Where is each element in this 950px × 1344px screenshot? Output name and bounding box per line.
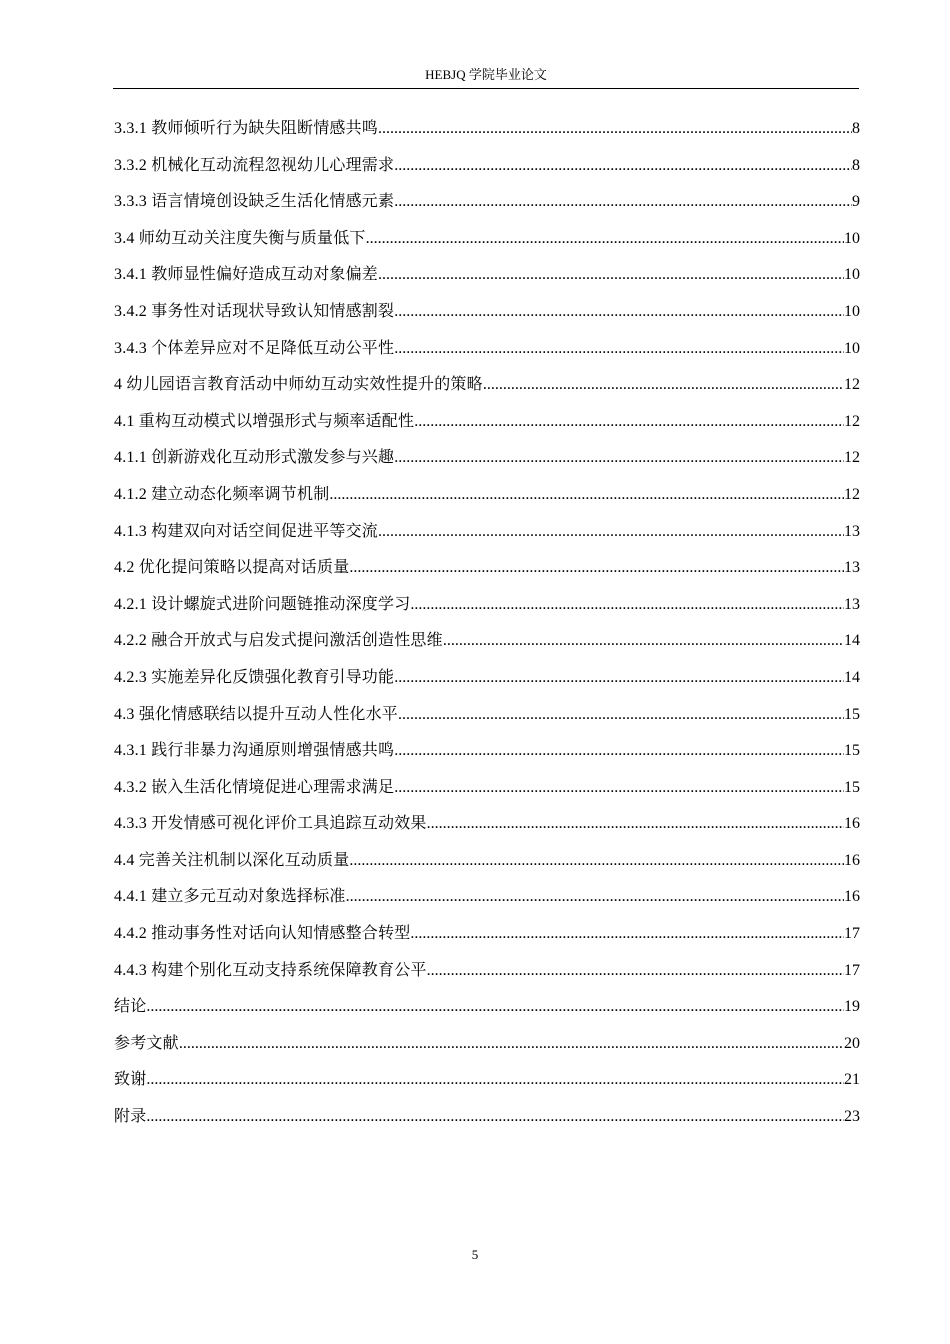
- toc-entry-page: 15: [844, 705, 860, 723]
- toc-entry-title: 4 幼儿园语言教育活动中师幼互动实效性提升的策略: [114, 376, 483, 394]
- toc-entry-title: 致谢: [114, 1071, 147, 1089]
- toc-entry-page: 14: [844, 632, 860, 650]
- toc-dot-leader: [146, 1062, 844, 1099]
- toc-entry[interactable]: [114, 770, 860, 807]
- toc-dot-leader: [394, 660, 844, 697]
- toc-entry-title: 3.4.2 事务性对话现状导致认知情感割裂: [114, 302, 395, 320]
- toc-dot-leader: [394, 440, 844, 477]
- toc-entry-title: 3.4.3 个体差异应对不足降低互动公平性: [114, 339, 395, 357]
- toc-entry-page: 9: [852, 193, 860, 211]
- toc-entry-title: 4.1.2 建立动态化频率调节机制: [114, 485, 330, 503]
- toc-dot-leader: [378, 257, 844, 294]
- toc-entry[interactable]: [114, 1026, 860, 1063]
- toc-dot-leader: [146, 1099, 844, 1136]
- toc-entry-page: 8: [852, 120, 860, 137]
- toc-entry-page: 10: [844, 339, 860, 357]
- toc-entry[interactable]: [114, 660, 860, 697]
- toc-entry-title: 4.4.2 推动事务性对话向认知情感整合转型: [114, 925, 411, 943]
- toc-entry-page: 17: [844, 925, 860, 943]
- toc-dot-leader: [146, 989, 844, 1026]
- toc-dot-leader: [394, 331, 844, 368]
- toc-entry[interactable]: [114, 440, 860, 477]
- toc-entry-page: 12: [844, 412, 860, 430]
- toc-entry-title: 4.2.2 融合开放式与启发式提问激活创造性思维: [114, 632, 443, 650]
- header-title: HEBJQ 学院毕业论文: [425, 67, 547, 82]
- toc-dot-leader: [410, 916, 844, 953]
- toc-entry-page: 10: [844, 266, 860, 284]
- toc-entry-page: 16: [844, 815, 860, 833]
- toc-entry-page: 13: [844, 595, 860, 613]
- toc-dot-leader: [394, 294, 844, 331]
- toc-entry-title: 4.1.3 构建双向对话空间促进平等交流: [114, 522, 379, 540]
- toc-dot-leader: [394, 733, 844, 770]
- toc-entry-title: 4.1 重构互动模式以增强形式与频率适配性: [114, 412, 415, 430]
- page-number: 5: [471, 1247, 479, 1262]
- toc-entry-title: 4.3.3 开发情感可视化评价工具追踪互动效果: [114, 815, 427, 833]
- toc-entry[interactable]: [114, 989, 860, 1026]
- toc-entry-title: 参考文献: [114, 1034, 179, 1052]
- toc-dot-leader: [427, 953, 844, 990]
- page-header: [113, 64, 859, 89]
- toc-entry-page: 13: [844, 522, 860, 540]
- toc-dot-leader: [349, 843, 844, 880]
- toc-entry[interactable]: [114, 1099, 860, 1136]
- toc-entry[interactable]: [114, 294, 860, 331]
- toc-dot-leader: [346, 879, 844, 916]
- toc-entry[interactable]: [114, 587, 860, 624]
- toc-entry-page: 12: [844, 376, 860, 394]
- toc-entry[interactable]: [114, 257, 860, 294]
- toc-entry[interactable]: [114, 843, 860, 880]
- toc-dot-leader: [398, 697, 844, 734]
- toc-entry-page: 13: [844, 559, 860, 577]
- toc-entry[interactable]: [114, 916, 860, 953]
- toc-entry[interactable]: [114, 806, 860, 843]
- toc-entry-title: 3.4.1 教师显性偏好造成互动对象偏差: [114, 266, 379, 284]
- toc-entry-page: 16: [844, 888, 860, 906]
- toc-entry-title: 4.1.1 创新游戏化互动形式激发参与兴趣: [114, 449, 395, 467]
- toc-entry-page: 14: [844, 668, 860, 686]
- toc-dot-leader: [410, 587, 844, 624]
- toc-entry[interactable]: [114, 879, 860, 916]
- toc-entry-page: 12: [844, 449, 860, 467]
- toc-dot-leader: [443, 623, 844, 660]
- toc-entry-title: 附录: [114, 1108, 147, 1126]
- toc-entry[interactable]: [114, 1062, 860, 1099]
- toc-entry-page: 19: [844, 998, 860, 1016]
- table-of-contents: [114, 111, 860, 1136]
- toc-dot-leader: [349, 550, 844, 587]
- toc-entry-page: 15: [844, 742, 860, 760]
- toc-entry[interactable]: [114, 477, 860, 514]
- toc-dot-leader: [329, 477, 844, 514]
- toc-entry-page: 10: [844, 302, 860, 320]
- toc-entry-title: 3.3.2 机械化互动流程忽视幼儿心理需求: [114, 156, 395, 174]
- toc-entry-title: 4.2 优化提问策略以提高对话质量: [114, 559, 350, 577]
- toc-entry[interactable]: [114, 404, 860, 441]
- toc-entry[interactable]: [114, 184, 860, 221]
- toc-dot-leader: [414, 404, 844, 441]
- toc-entry-page: 16: [844, 851, 860, 869]
- toc-entry-title: 结论: [114, 998, 147, 1016]
- toc-entry-title: 4.3.2 嵌入生活化情境促进心理需求满足: [114, 778, 395, 796]
- toc-dot-leader: [483, 367, 844, 404]
- toc-entry-title: 3.3.3 语言情境创设缺乏生活化情感元素: [114, 193, 395, 211]
- toc-entry[interactable]: [114, 111, 860, 148]
- toc-entry-page: 17: [844, 961, 860, 979]
- toc-dot-leader: [366, 221, 844, 258]
- toc-dot-leader: [378, 111, 852, 148]
- toc-dot-leader: [394, 184, 852, 221]
- toc-entry-page: 12: [844, 485, 860, 503]
- toc-entry-title: 4.4.1 建立多元互动对象选择标准: [114, 888, 346, 906]
- toc-dot-leader: [179, 1026, 844, 1063]
- toc-entry[interactable]: [114, 367, 860, 404]
- toc-entry-title: 4.2.3 实施差异化反馈强化教育引导功能: [114, 668, 395, 686]
- toc-entry-title: 4.3.1 践行非暴力沟通原则增强情感共鸣: [114, 742, 395, 760]
- toc-dot-leader: [378, 514, 844, 551]
- toc-entry-page: 8: [852, 156, 860, 174]
- toc-entry-title: 4.3 强化情感联结以提升互动人性化水平: [114, 705, 399, 723]
- toc-entry[interactable]: [114, 331, 860, 368]
- toc-entry-page: 21: [844, 1071, 860, 1089]
- toc-entry[interactable]: [114, 221, 860, 258]
- toc-entry[interactable]: [114, 148, 860, 185]
- toc-dot-leader: [394, 148, 852, 185]
- toc-entry-title: 4.2.1 设计螺旋式进阶问题链推动深度学习: [114, 595, 411, 613]
- toc-entry-title: 3.3.1 教师倾听行为缺失阻断情感共鸣: [114, 120, 379, 137]
- toc-dot-leader: [427, 806, 844, 843]
- toc-entry-page: 10: [844, 229, 860, 247]
- toc-entry[interactable]: [114, 514, 860, 551]
- toc-entry[interactable]: [114, 623, 860, 660]
- toc-entry-page: 15: [844, 778, 860, 796]
- toc-entry-title: 4.4.3 构建个别化互动支持系统保障教育公平: [114, 961, 427, 979]
- toc-entry[interactable]: [114, 550, 860, 587]
- toc-entry[interactable]: [114, 953, 860, 990]
- toc-entry[interactable]: [114, 697, 860, 734]
- toc-entry-title: 3.4 师幼互动关注度失衡与质量低下: [114, 229, 366, 247]
- toc-dot-leader: [394, 770, 844, 807]
- toc-entry-page: 20: [844, 1034, 860, 1052]
- toc-entry-title: 4.4 完善关注机制以深化互动质量: [114, 851, 350, 869]
- toc-entry-page: 23: [844, 1108, 860, 1126]
- toc-entry[interactable]: [114, 733, 860, 770]
